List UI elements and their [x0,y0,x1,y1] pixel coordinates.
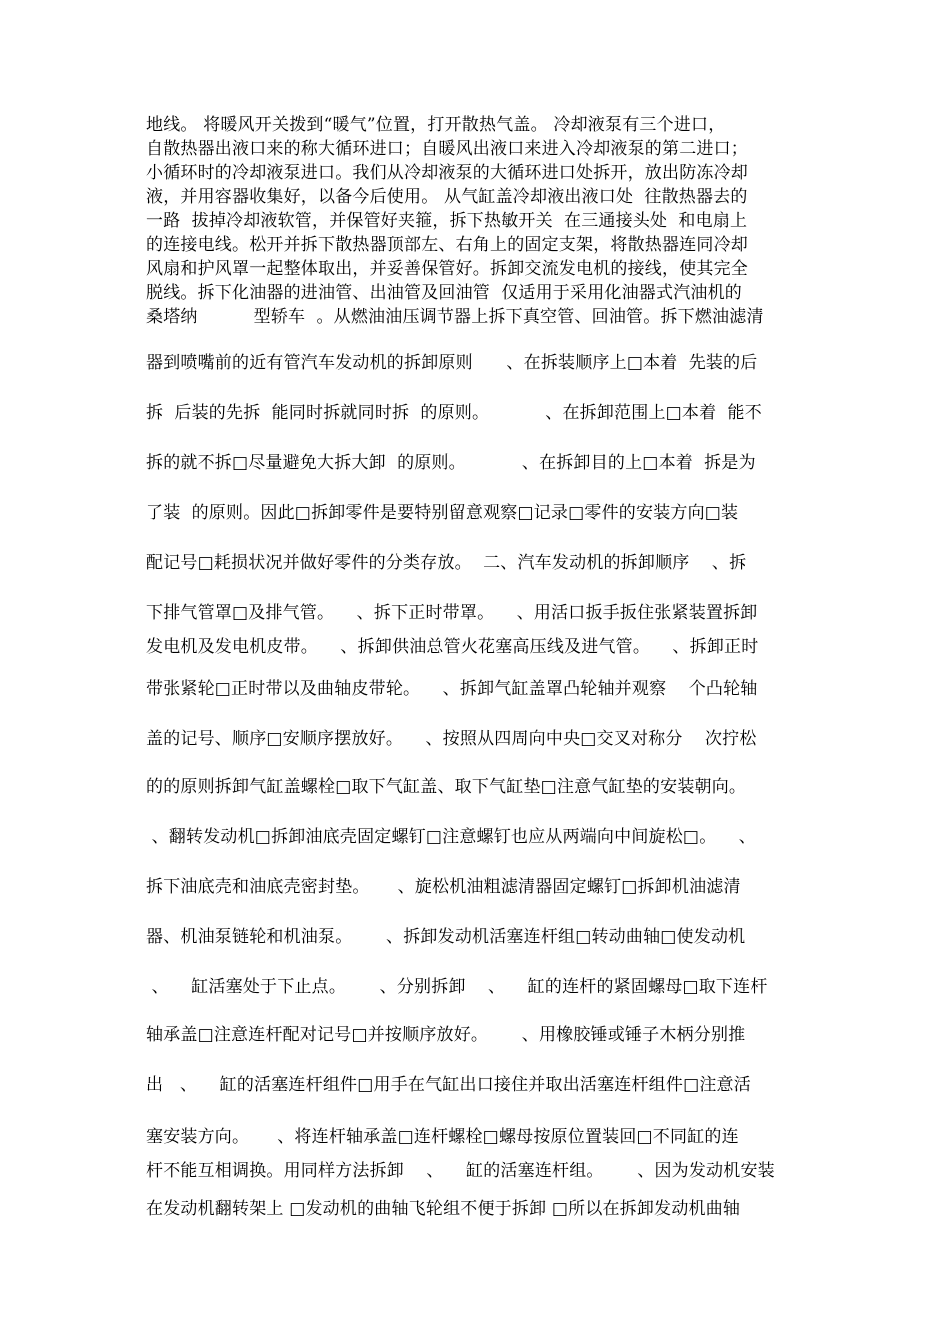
text-line: 、翻转发动机□拆卸油底壳固定螺钉□注意螺钉也应从两端向中间旋松□。 、 [146,827,757,847]
text-line: 一路 拔掉冷却液软管，并保管好夹箍，拆下热敏开关 在三通接头处 和电扇上 [146,211,748,231]
text-line: 出 、 缸的活塞连杆组件□用手在气缸出口接住并取出活塞连杆组件□注意活 [146,1075,751,1095]
text-line: 自散热器出液口来的称大循环进口；自暖风出液口来进入冷却液泵的第二进口； [146,139,748,159]
text-line: 配记号□耗损状况并做好零件的分类存放。 二、汽车发动机的拆卸顺序 、拆 [146,553,747,573]
text-line: 小循环时的冷却液泵进口。我们从冷却液泵的大循环进口处拆开，放出防冻冷却 [146,163,748,183]
text-line: 塞安装方向。 、将连杆轴承盖□连杆螺栓□螺母按原位置装回□不同缸的连 [146,1127,739,1147]
text-line: 了装 的原则。因此□拆卸零件是要特别留意观察□记录□零件的安装方向□装 [146,503,739,523]
text-line: 风扇和护风罩一起整体取出，并妥善保管好。拆卸交流发电机的接线，使其完全 [146,259,748,279]
text-line: 下排气管罩□及排气管。 、拆下正时带罩。 、用活口扳手扳住张紧装置拆卸 [146,603,758,623]
text-line: 、 缸活塞处于下止点。 、分别拆卸 、 缸的连杆的紧固螺母□取下连杆 [146,977,768,997]
text-line: 桑塔纳 型轿车 。从燃油油压调节器上拆下真空管、回油管。拆下燃油滤清 [146,307,764,327]
text-line: 轴承盖□注意连杆配对记号□并按顺序放好。 、用橡胶锤或锤子木柄分别推 [146,1025,746,1045]
text-line: 盖的记号、顺序□安顺序摆放好。 、按照从四周向中央□交叉对称分 次拧松 [146,729,757,749]
text-line: 杆不能互相调换。用同样方法拆卸 、 缸的活塞连杆组。 、因为发动机安装 [146,1161,775,1181]
text-line: 拆下油底壳和油底壳密封垫。 、旋松机油粗滤清器固定螺钉□拆卸机油滤清 [146,877,741,897]
text-line: 地线。 将暖风开关拨到“暖气”位置，打开散热气盖。 冷却液泵有三个进口， [146,115,726,135]
text-line: 发电机及发电机皮带。 、拆卸供油总管火花塞高压线及进气管。 、拆卸正时 [146,637,759,657]
text-line: 在发动机翻转架上 □发动机的曲轴飞轮组不便于拆卸 □所以在拆卸发动机曲轴 [146,1199,741,1219]
text-line: 器、机油泵链轮和机油泵。 、拆卸发动机活塞连杆组□转动曲轴□使发动机 [146,927,746,947]
text-line: 拆的就不拆□尽量避免大拆大卸 的原则。 、在拆卸目的上□本着 拆是为 [146,453,756,473]
text-line: 拆 后装的先拆 能同时拆就同时拆 的原则。 、在拆卸范围上□本着 能不 [146,403,762,423]
text-line: 器到喷嘴前的近有管汽车发动机的拆卸原则 、在拆装顺序上□本着 先装的后 [146,353,758,373]
text-line: 的的原则拆卸气缸盖螺栓□取下气缸盖、取下气缸垫□注意气缸垫的安装朝向。 [146,777,747,797]
text-line: 的连接电线。松开并拆下散热器顶部左、右角上的固定支架，将散热器连同冷却 [146,235,748,255]
text-line: 脱线。拆下化油器的进油管、出油管及回油管 仅适用于采用化油器式汽油机的 [146,283,743,303]
text-line: 液，并用容器收集好，以备今后使用。 从气缸盖冷却液出液口处 往散热器去的 [146,187,748,207]
text-line: 带张紧轮□正时带以及曲轴皮带轮。 、拆卸气缸盖罩凸轮轴并观察 个凸轮轴 [146,679,758,699]
